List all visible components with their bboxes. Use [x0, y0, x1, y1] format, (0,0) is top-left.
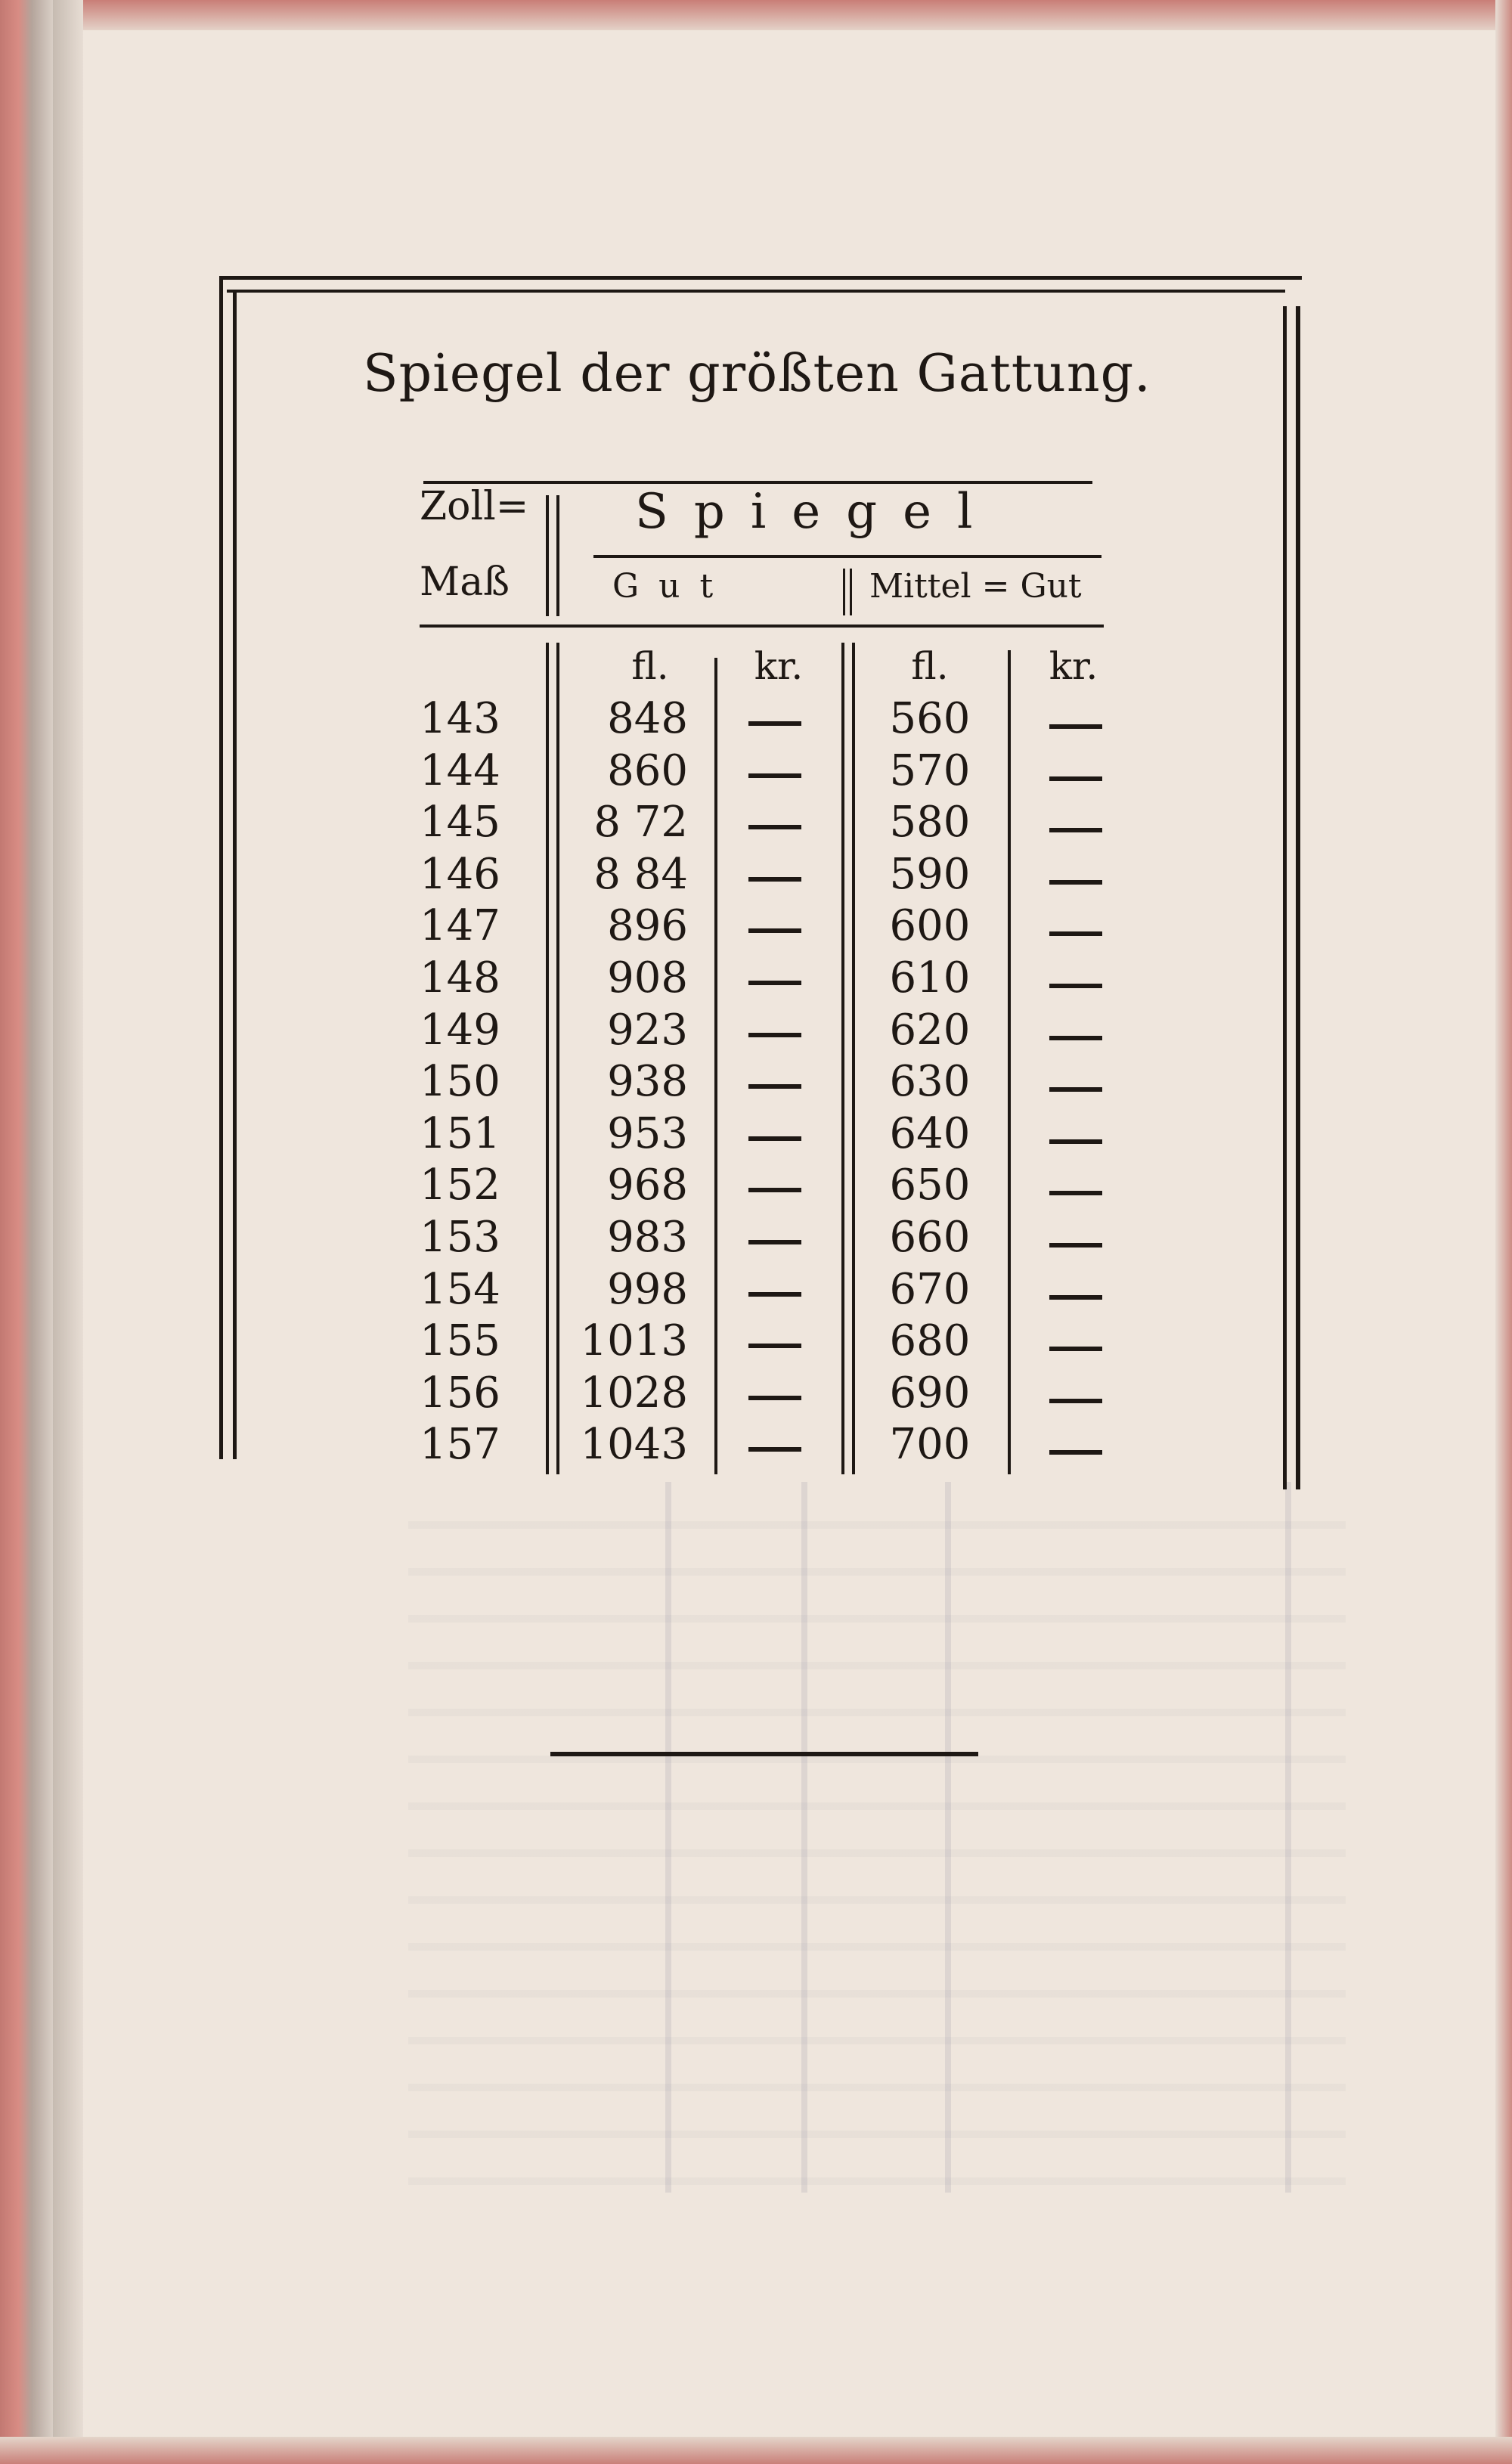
- cell-mittel-kr: [1049, 880, 1102, 885]
- cell-mittel-fl: 560: [889, 694, 971, 743]
- cell-mittel-kr: [1049, 828, 1102, 832]
- header-mittel-gut: Mittel = Gut: [869, 567, 1082, 606]
- page-edge-right: [1495, 0, 1512, 2464]
- frame-border-right: [1296, 306, 1300, 1489]
- cell-gut-fl: 896: [607, 901, 688, 950]
- cell-zoll: 145: [420, 798, 500, 847]
- cell-gut-fl: 848: [607, 694, 688, 743]
- cell-gut-kr: [748, 1344, 801, 1348]
- cell-mittel-fl: 580: [889, 798, 971, 847]
- cell-mittel-kr: [1049, 1399, 1102, 1403]
- cell-gut-kr: [748, 825, 801, 829]
- column-divider: [1008, 650, 1011, 1474]
- unit-gut-fl: fl.: [631, 644, 669, 688]
- page-gutter: [53, 0, 83, 2464]
- cell-mittel-kr: [1049, 1347, 1102, 1351]
- cell-zoll: 143: [420, 694, 500, 743]
- cell-zoll: 147: [420, 901, 500, 950]
- cell-gut-fl: 938: [607, 1057, 688, 1106]
- cell-zoll: 157: [420, 1420, 500, 1469]
- cell-gut-fl: 860: [607, 746, 688, 795]
- cell-gut-kr: [748, 981, 801, 985]
- frame-border-top: [219, 276, 1302, 280]
- header-mass: Maß: [420, 559, 510, 605]
- cell-mittel-kr: [1049, 1139, 1102, 1144]
- cell-gut-fl: 1028: [580, 1368, 688, 1418]
- cell-mittel-kr: [1049, 1087, 1102, 1092]
- unit-gut-kr: kr.: [754, 644, 804, 688]
- cell-gut-fl: 923: [607, 1006, 688, 1055]
- cell-gut-kr: [748, 928, 801, 933]
- frame-border-left: [219, 276, 223, 1459]
- cell-zoll: 154: [420, 1265, 500, 1314]
- cell-zoll: 155: [420, 1316, 500, 1365]
- header-zoll: Zoll=: [420, 484, 529, 529]
- page-edge-top: [0, 0, 1512, 30]
- cell-gut-fl: 983: [607, 1213, 688, 1262]
- cell-gut-fl: 1043: [580, 1420, 688, 1469]
- cell-mittel-fl: 650: [889, 1161, 971, 1210]
- unit-mittel-fl: fl.: [911, 644, 949, 688]
- header-spiegel: Spiegel: [635, 484, 999, 540]
- cell-zoll: 144: [420, 746, 500, 795]
- cell-gut-kr: [748, 1033, 801, 1037]
- page-title: Spiegel der größten Gattung.: [363, 344, 1151, 404]
- cell-zoll: 148: [420, 953, 500, 1003]
- header-divider: [556, 495, 559, 616]
- cell-mittel-fl: 610: [889, 953, 971, 1003]
- cell-gut-kr: [748, 1396, 801, 1400]
- cell-mittel-kr: [1049, 984, 1102, 988]
- cell-mittel-fl: 680: [889, 1316, 971, 1365]
- cell-gut-kr: [748, 773, 801, 778]
- header-bottom-rule: [420, 625, 1104, 628]
- header-divider: [843, 569, 845, 615]
- cell-gut-kr: [748, 877, 801, 882]
- cell-gut-kr: [748, 1084, 801, 1089]
- cell-zoll: 150: [420, 1057, 500, 1106]
- frame-border-right-inner: [1283, 306, 1287, 1489]
- cell-mittel-kr: [1049, 931, 1102, 936]
- cell-mittel-kr: [1049, 776, 1102, 781]
- cell-gut-fl: 953: [607, 1109, 688, 1158]
- cell-gut-kr: [748, 1447, 801, 1452]
- column-divider: [852, 643, 855, 1474]
- cell-gut-fl: 968: [607, 1161, 688, 1210]
- bleed-through-rule: [801, 1482, 807, 2193]
- unit-mittel-kr: kr.: [1049, 644, 1098, 688]
- cell-mittel-fl: 590: [889, 850, 971, 899]
- cell-gut-fl: 1013: [580, 1316, 688, 1365]
- column-divider: [714, 658, 717, 1474]
- cell-mittel-kr: [1049, 724, 1102, 729]
- cell-zoll: 156: [420, 1368, 500, 1418]
- cell-gut-kr: [748, 1240, 801, 1244]
- cell-zoll: 149: [420, 1006, 500, 1055]
- bleed-through-rule: [1285, 1482, 1291, 2193]
- frame-border-left-inner: [233, 290, 237, 1459]
- cell-zoll: 146: [420, 850, 500, 899]
- bleed-through-rule: [665, 1482, 671, 2193]
- cell-mittel-fl: 570: [889, 746, 971, 795]
- cell-mittel-fl: 600: [889, 901, 971, 950]
- cell-gut-kr: [748, 1188, 801, 1192]
- bleed-through-rule: [945, 1482, 951, 2193]
- cell-mittel-kr: [1049, 1191, 1102, 1195]
- column-divider: [556, 643, 559, 1474]
- cell-mittel-fl: 640: [889, 1109, 971, 1158]
- cell-mittel-kr: [1049, 1295, 1102, 1300]
- cell-mittel-fl: 670: [889, 1265, 971, 1314]
- header-divider: [850, 569, 852, 615]
- cell-gut-fl: 998: [607, 1265, 688, 1314]
- cell-gut-fl: 8 72: [593, 798, 688, 847]
- page-edge-bottom: [0, 2437, 1512, 2464]
- cell-mittel-fl: 690: [889, 1368, 971, 1418]
- cell-zoll: 151: [420, 1109, 500, 1158]
- spiegel-underline: [593, 555, 1101, 558]
- column-divider: [841, 643, 844, 1474]
- cell-mittel-fl: 660: [889, 1213, 971, 1262]
- cell-mittel-fl: 620: [889, 1006, 971, 1055]
- cell-zoll: 153: [420, 1213, 500, 1262]
- cell-gut-fl: 908: [607, 953, 688, 1003]
- cell-gut-kr: [748, 1136, 801, 1141]
- header-divider: [546, 495, 549, 616]
- cell-gut-fl: 8 84: [593, 850, 688, 899]
- cell-gut-kr: [748, 721, 801, 726]
- page-edge-left: [0, 0, 53, 2464]
- bleed-through-texture: [408, 1482, 1346, 2208]
- cell-gut-kr: [748, 1292, 801, 1297]
- cell-mittel-kr: [1049, 1036, 1102, 1040]
- cell-mittel-fl: 630: [889, 1057, 971, 1106]
- frame-border-top-inner: [227, 290, 1285, 293]
- closing-rule: [550, 1752, 978, 1756]
- cell-zoll: 152: [420, 1161, 500, 1210]
- cell-mittel-kr: [1049, 1450, 1102, 1455]
- cell-mittel-fl: 700: [889, 1420, 971, 1469]
- header-gut: Gut: [612, 567, 733, 606]
- cell-mittel-kr: [1049, 1243, 1102, 1247]
- column-divider: [546, 643, 549, 1474]
